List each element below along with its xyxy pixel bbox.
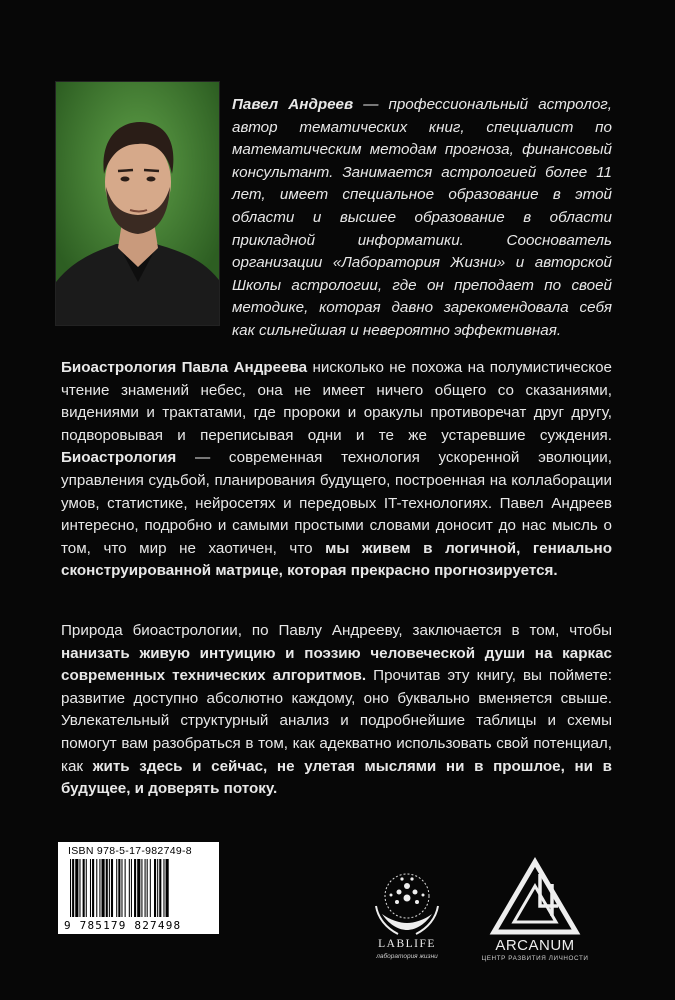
text-run: Прочитав эту книгу, вы поймете: развитие доступно абсолютно каждому, оно буквально вменяется свыше. Увлекательный структурный анализ и подробнейшие таблицы и схемы помогут вам разобраться в том, как адекватно использовать свой потенциал, как: [61, 667, 612, 775]
bold-phrase: жить здесь и сейчас, не улетая мыслями ни в прошлое, ни в будущее, и доверять потоку.: [61, 757, 612, 798]
text-run: Природа биоастрологии, по Павлу Андрееву, заключается в том, чтобы: [61, 622, 612, 639]
lablife-wordmark: LABLIFE: [378, 938, 436, 950]
author-portrait: [56, 82, 219, 325]
bold-phrase: Биоастрология: [61, 449, 177, 467]
barcode-icon: [66, 859, 212, 919]
arcanum-wordmark: ARCANUM: [495, 937, 575, 954]
text-run: нисколько не похожа на полумистическое чтение знамений небес, она не имеет ничего общего со сказаниями, видениями и трактатами, где пророки и оракулы противоречат друг другу, подворовывая и переписывая одни и те же устаревшие суждения.: [61, 359, 612, 444]
arcanum-tagline: ЦЕНТР РАЗВИТИЯ ЛИЧНОСТИ: [481, 955, 589, 962]
author-bio-text: — профессиональный астролог, автор тематических книг, специалист по математическим методам прогноза, финансовый консультант. Занимается астрологией более 11 лет, имеет специальное образование в этой области и высшее образование в области прикладной информатики. Сооснователь организации «Лаборатория Жизни» и авторской Школы астрологии, где он преподает по своей методике, которая давно зарекомендовала себя как сильнейшая и невероятно эффективная.: [232, 96, 612, 339]
bold-phrase: мы живем в логичной, гениально сконструированной матрице, которая прекрасно прогнозируется.: [61, 539, 613, 580]
barcode-number: 9 785179 827498: [64, 919, 182, 932]
description-paragraph-1: [61, 357, 612, 583]
author-photo: [56, 82, 219, 325]
author-bio: [232, 94, 612, 343]
isbn-barcode-box: [58, 842, 219, 934]
lablife-logo: [362, 862, 452, 974]
lablife-emblem-icon: [362, 862, 452, 938]
isbn-label: ISBN 978-5-17-982749-8: [68, 845, 192, 857]
text-run: — современная технология ускоренной эволюции, управления судьбой, планирования будущего, построенная на коллаборации умов, статистике, нейросетях и передовых IT-технологиях. Павел Андреев интересно, подробно и самыми простыми словами доносит до нас мысль о том, что мир не хаотичен, что: [61, 449, 612, 557]
arcanum-emblem-icon: [480, 856, 590, 936]
lablife-tagline: лаборатория жизни: [376, 953, 438, 960]
description-paragraph-2: [61, 620, 612, 801]
bold-phrase: нанизать живую интуицию и поэзию человеческой души на каркас современных технических алгоритмов.: [61, 644, 612, 685]
arcanum-logo: [480, 856, 590, 976]
bold-phrase: Биоастрология Павла Андреева: [61, 359, 308, 376]
author-name: Павел Андреев: [232, 96, 354, 113]
